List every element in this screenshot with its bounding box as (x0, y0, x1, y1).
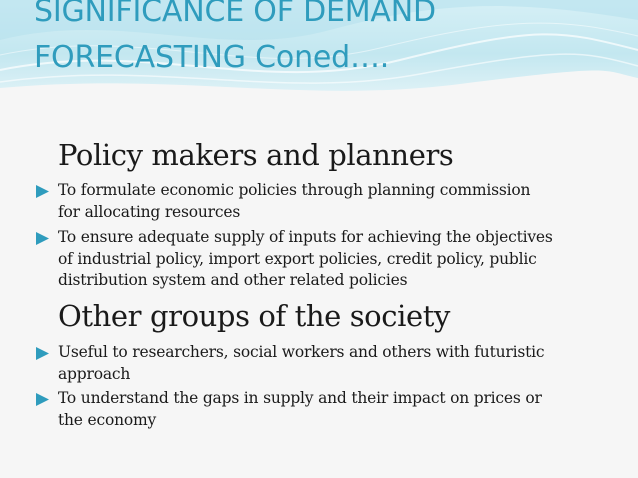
slide-title-line-1: SIGNIFICANCE OF DEMAND (34, 0, 436, 29)
title-banner (0, 0, 638, 98)
slide-title (34, 0, 436, 81)
bullet-text-line: approach (58, 364, 131, 383)
bullet-item (58, 180, 618, 223)
bullet-text-line: Useful to researchers, social workers and others with futuristic (58, 343, 545, 361)
bullet-text-line: the economy (58, 410, 157, 429)
bullet-icon (35, 184, 50, 199)
slide-title-line-2: FORECASTING Coned…. (34, 40, 390, 75)
bullet-icon (35, 392, 50, 407)
bullet-item (58, 388, 618, 431)
bullet-text-line: distribution system and other related policies (58, 271, 408, 289)
bullet-item (58, 227, 618, 292)
bullet-text-line: of industrial policy, import export policies, credit policy, public (58, 249, 537, 268)
bullet-text-line: To understand the gaps in supply and their impact on prices or (58, 389, 542, 407)
section-heading-other-groups: Other groups of the society (58, 299, 450, 333)
bullet-item (58, 342, 618, 385)
bullet-text-line: To formulate economic policies through planning commission (58, 181, 531, 199)
bullet-text-line: To ensure adequate supply of inputs for achieving the objectives (58, 228, 553, 246)
bullet-icon (35, 231, 50, 246)
section-heading-policy-makers: Policy makers and planners (58, 138, 454, 172)
bullet-icon (35, 346, 50, 361)
bullet-text-line: for allocating resources (58, 202, 241, 221)
